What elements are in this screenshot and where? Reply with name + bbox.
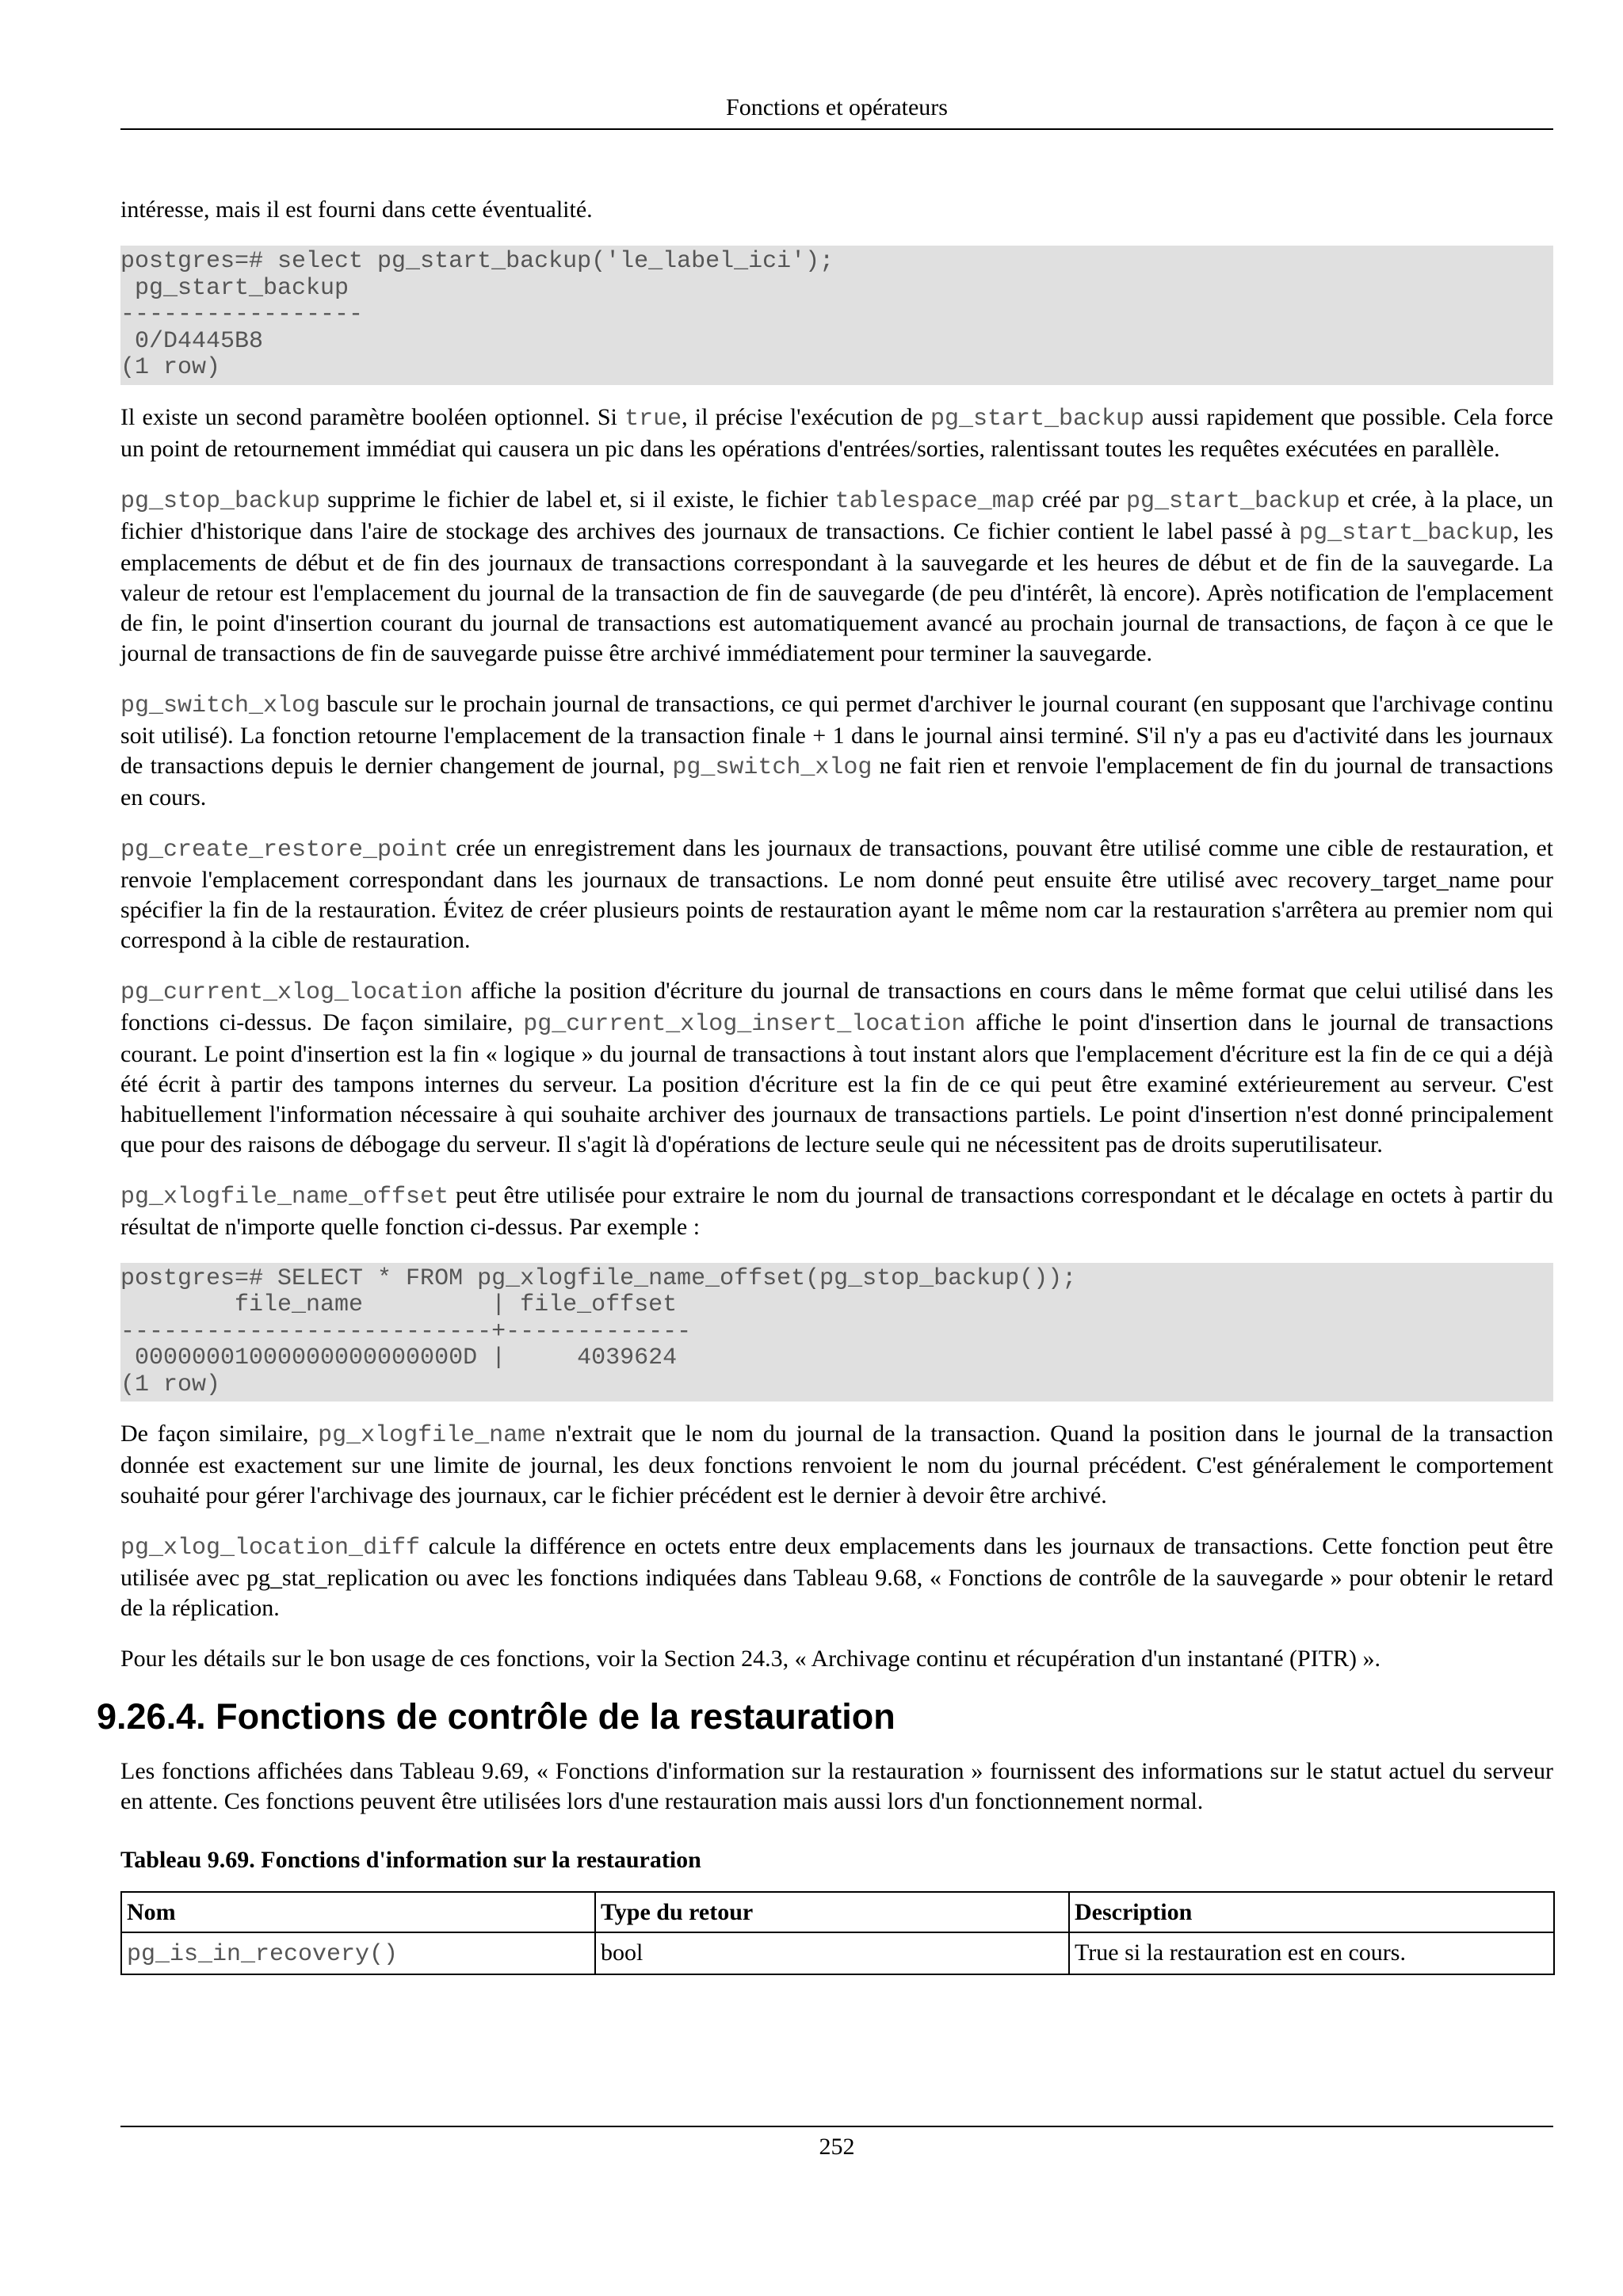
code-example-start-backup: postgres=# select pg_start_backup('le_label_ici'); pg_start_backup ----------------- 0/D4445B8 (1 row) bbox=[120, 246, 1553, 385]
code-pg-current-xlog-location: pg_current_xlog_location bbox=[120, 978, 464, 1006]
paragraph-recovery-intro: Les fonctions affichées dans Tableau 9.69, « Fonctions d'information sur la restauration » fournissent des informations sur le statut actuel du serveur en attente. Ces fonctions peuvent être utilisées lors d'une restauration mais aussi lors d'un fonctionnement normal. bbox=[120, 1758, 1553, 1814]
code-pg-switch-xlog: pg_switch_xlog bbox=[672, 753, 873, 781]
paragraph-second-parameter: Il existe un second paramètre booléen optionnel. Si true, il précise l'exécution de pg_start_backup aussi rapidement que possible. Cela force un point de retournement immédiat qui causera un pic dans les opérations d'entrées/sorties, ralentissant toutes les requêtes exécutées en parallèle. bbox=[120, 403, 1553, 462]
table-row bbox=[121, 1932, 1554, 1974]
paragraph-switch-xlog: pg_switch_xlog bascule sur le prochain journal de transactions, ce qui permet d'archiver le journal courant (en supposant que l'archivage continu soit utilisé). La fonction retourne l'emplacement de la transaction finale + 1 dans le journal ainsi terminé. S'il n'y a pas eu d'activité dans les journaux de transactions depuis le dernier changement de journal, pg_switch_xlog ne fait rien et renvoie l'emplacement de fin du journal de transactions en cours. bbox=[120, 690, 1553, 810]
page-content bbox=[97, 195, 1554, 1975]
code-pg-create-restore-point: pg_create_restore_point bbox=[120, 836, 449, 864]
table-title: Tableau 9.69. Fonctions d'information sur la restauration bbox=[120, 1847, 701, 1873]
code-pg-switch-xlog: pg_switch_xlog bbox=[120, 692, 321, 719]
paragraph-stop-backup: pg_stop_backup supprime le fichier de label et, si il existe, le fichier tablespace_map créé par pg_start_backup et crée, à la place, un fichier d'historique dans l'aire de stockage des archives des journaux de transactions. Ce fichier contient le label passé à pg_start_backup, les emplacements de début et de fin des journaux de transactions correspondant à la sauvegarde et les heures de début et de fin de la sauvegarde. La valeur de retour est l'emplacement du journal de la transaction de fin de sauvegarde (de peu d'intérêt, là encore). Après notification de l'emplacement de fin, le point d'insertion courant du journal de transactions est automatiquement avancé au prochain journal de transactions, de façon à ce que le journal de transactions de fin de sauvegarde puisse être archivé immédiatement pour terminer la sauvegarde. bbox=[120, 486, 1553, 666]
paragraph-create-restore-point: pg_create_restore_point crée un enregistrement dans les journaux de transactions, pouvant être utilisé comme une cible de restauration, et renvoie l'emplacement correspondant dans les journaux de transactions. Le nom donné peut ensuite être utilisé avec recovery_target_name pour spécifier la fin de la restauration. Évitez de créer plusieurs points de restauration ayant le même nom car la restauration s'arrêtera au premier nom qui correspond à la cible de restauration. bbox=[120, 834, 1553, 953]
code-pg-start-backup: pg_start_backup bbox=[930, 405, 1144, 433]
paragraph-xlogfile-name: De façon similaire, pg_xlogfile_name n'extrait que le nom du journal de la transaction. Quand la position dans le journal de la transaction donnée est exactement sur une limite de journal, les deux fonctions renvoient le nom du journal précédent. C'est généralement le comportement souhaité pour gérer l'archivage des journaux, car le fichier précédent est le dernier à devoir être archivé. bbox=[120, 1421, 1553, 1508]
code-pg-current-xlog-insert-location: pg_current_xlog_insert_location bbox=[523, 1010, 966, 1038]
recovery-info-table bbox=[120, 1891, 1555, 1975]
page-number: 252 bbox=[819, 2134, 855, 2160]
code-pg-xlog-location-diff: pg_xlog_location_diff bbox=[120, 1535, 421, 1562]
column-header-type: Type du retour bbox=[595, 1892, 1069, 1932]
code-pg-stop-backup: pg_stop_backup bbox=[120, 487, 321, 515]
code-true: true bbox=[624, 405, 682, 433]
code-example-xlogfile-name-offset: postgres=# SELECT * FROM pg_xlogfile_name_offset(pg_stop_backup()); file_name | file_offset --------------------------+------------- 00000001000000000000000D | 4039624 (1 row) bbox=[120, 1263, 1553, 1402]
cell-name: pg_is_in_recovery() bbox=[121, 1932, 595, 1974]
document-page bbox=[97, 0, 1554, 2296]
table-header-row bbox=[121, 1892, 1554, 1932]
paragraph-intro: intéresse, mais il est fourni dans cette éventualité. bbox=[120, 196, 593, 223]
code-pg-start-backup: pg_start_backup bbox=[1126, 487, 1341, 515]
paragraph-xlog-location-diff: pg_xlog_location_diff calcule la différence en octets entre deux emplacements dans les journaux de transactions. Cette fonction peut être utilisée avec pg_stat_replication ou avec les fonctions indiquées dans Tableau 9.68, « Fonctions de contrôle de la sauvegarde » pour obtenir le retard de la réplication. bbox=[120, 1533, 1553, 1621]
header-rule bbox=[120, 128, 1553, 130]
cell-description: True si la restauration est en cours. bbox=[1069, 1932, 1554, 1974]
footer-rule bbox=[120, 2126, 1553, 2127]
code-pg-xlogfile-name-offset: pg_xlogfile_name_offset bbox=[120, 1183, 449, 1211]
paragraph-xlogfile-name-offset: pg_xlogfile_name_offset peut être utilisée pour extraire le nom du journal de transactions correspondant et le décalage en octets à partir du résultat de n'importe quelle fonction ci-dessus. Par exemple : bbox=[120, 1181, 1553, 1240]
column-header-nom: Nom bbox=[121, 1892, 595, 1932]
code-pg-xlogfile-name: pg_xlogfile_name bbox=[318, 1422, 547, 1449]
column-header-description: Description bbox=[1069, 1892, 1554, 1932]
paragraph-details: Pour les détails sur le bon usage de ces fonctions, voir la Section 24.3, « Archivage continu et récupération d'un instantané (PITR) ». bbox=[120, 1646, 1381, 1672]
code-pg-start-backup: pg_start_backup bbox=[1299, 519, 1514, 547]
section-heading: 9.26.4. Fonctions de contrôle de la restauration bbox=[97, 1696, 896, 1737]
paragraph-current-xlog-location: pg_current_xlog_location affiche la position d'écriture du journal de transactions en cours dans le même format que celui utilisé dans les fonctions ci-dessus. De façon similaire, pg_current_xlog_insert_location affiche le point d'insertion dans le journal de transactions courant. Le point d'insertion est la fin « logique » du journal de transactions à tout instant alors que l'emplacement d'écriture est la fin de ce qui a déjà été écrit à partir des tampons internes du serveur. La position d'écriture est la fin de ce qui peut être examiné extérieurement au serveur. C'est habituellement l'information nécessaire à qui souhaite archiver des journaux de transactions partiels. Le point d'insertion n'est donné principalement que pour des raisons de débogage du serveur. Il s'agit là d'opérations de lecture seule qui ne nécessitent pas de droits superutilisateur. bbox=[120, 977, 1554, 1158]
running-header: Fonctions et opérateurs bbox=[726, 94, 948, 120]
cell-return-type: bool bbox=[595, 1932, 1069, 1974]
code-tablespace-map: tablespace_map bbox=[834, 487, 1035, 515]
